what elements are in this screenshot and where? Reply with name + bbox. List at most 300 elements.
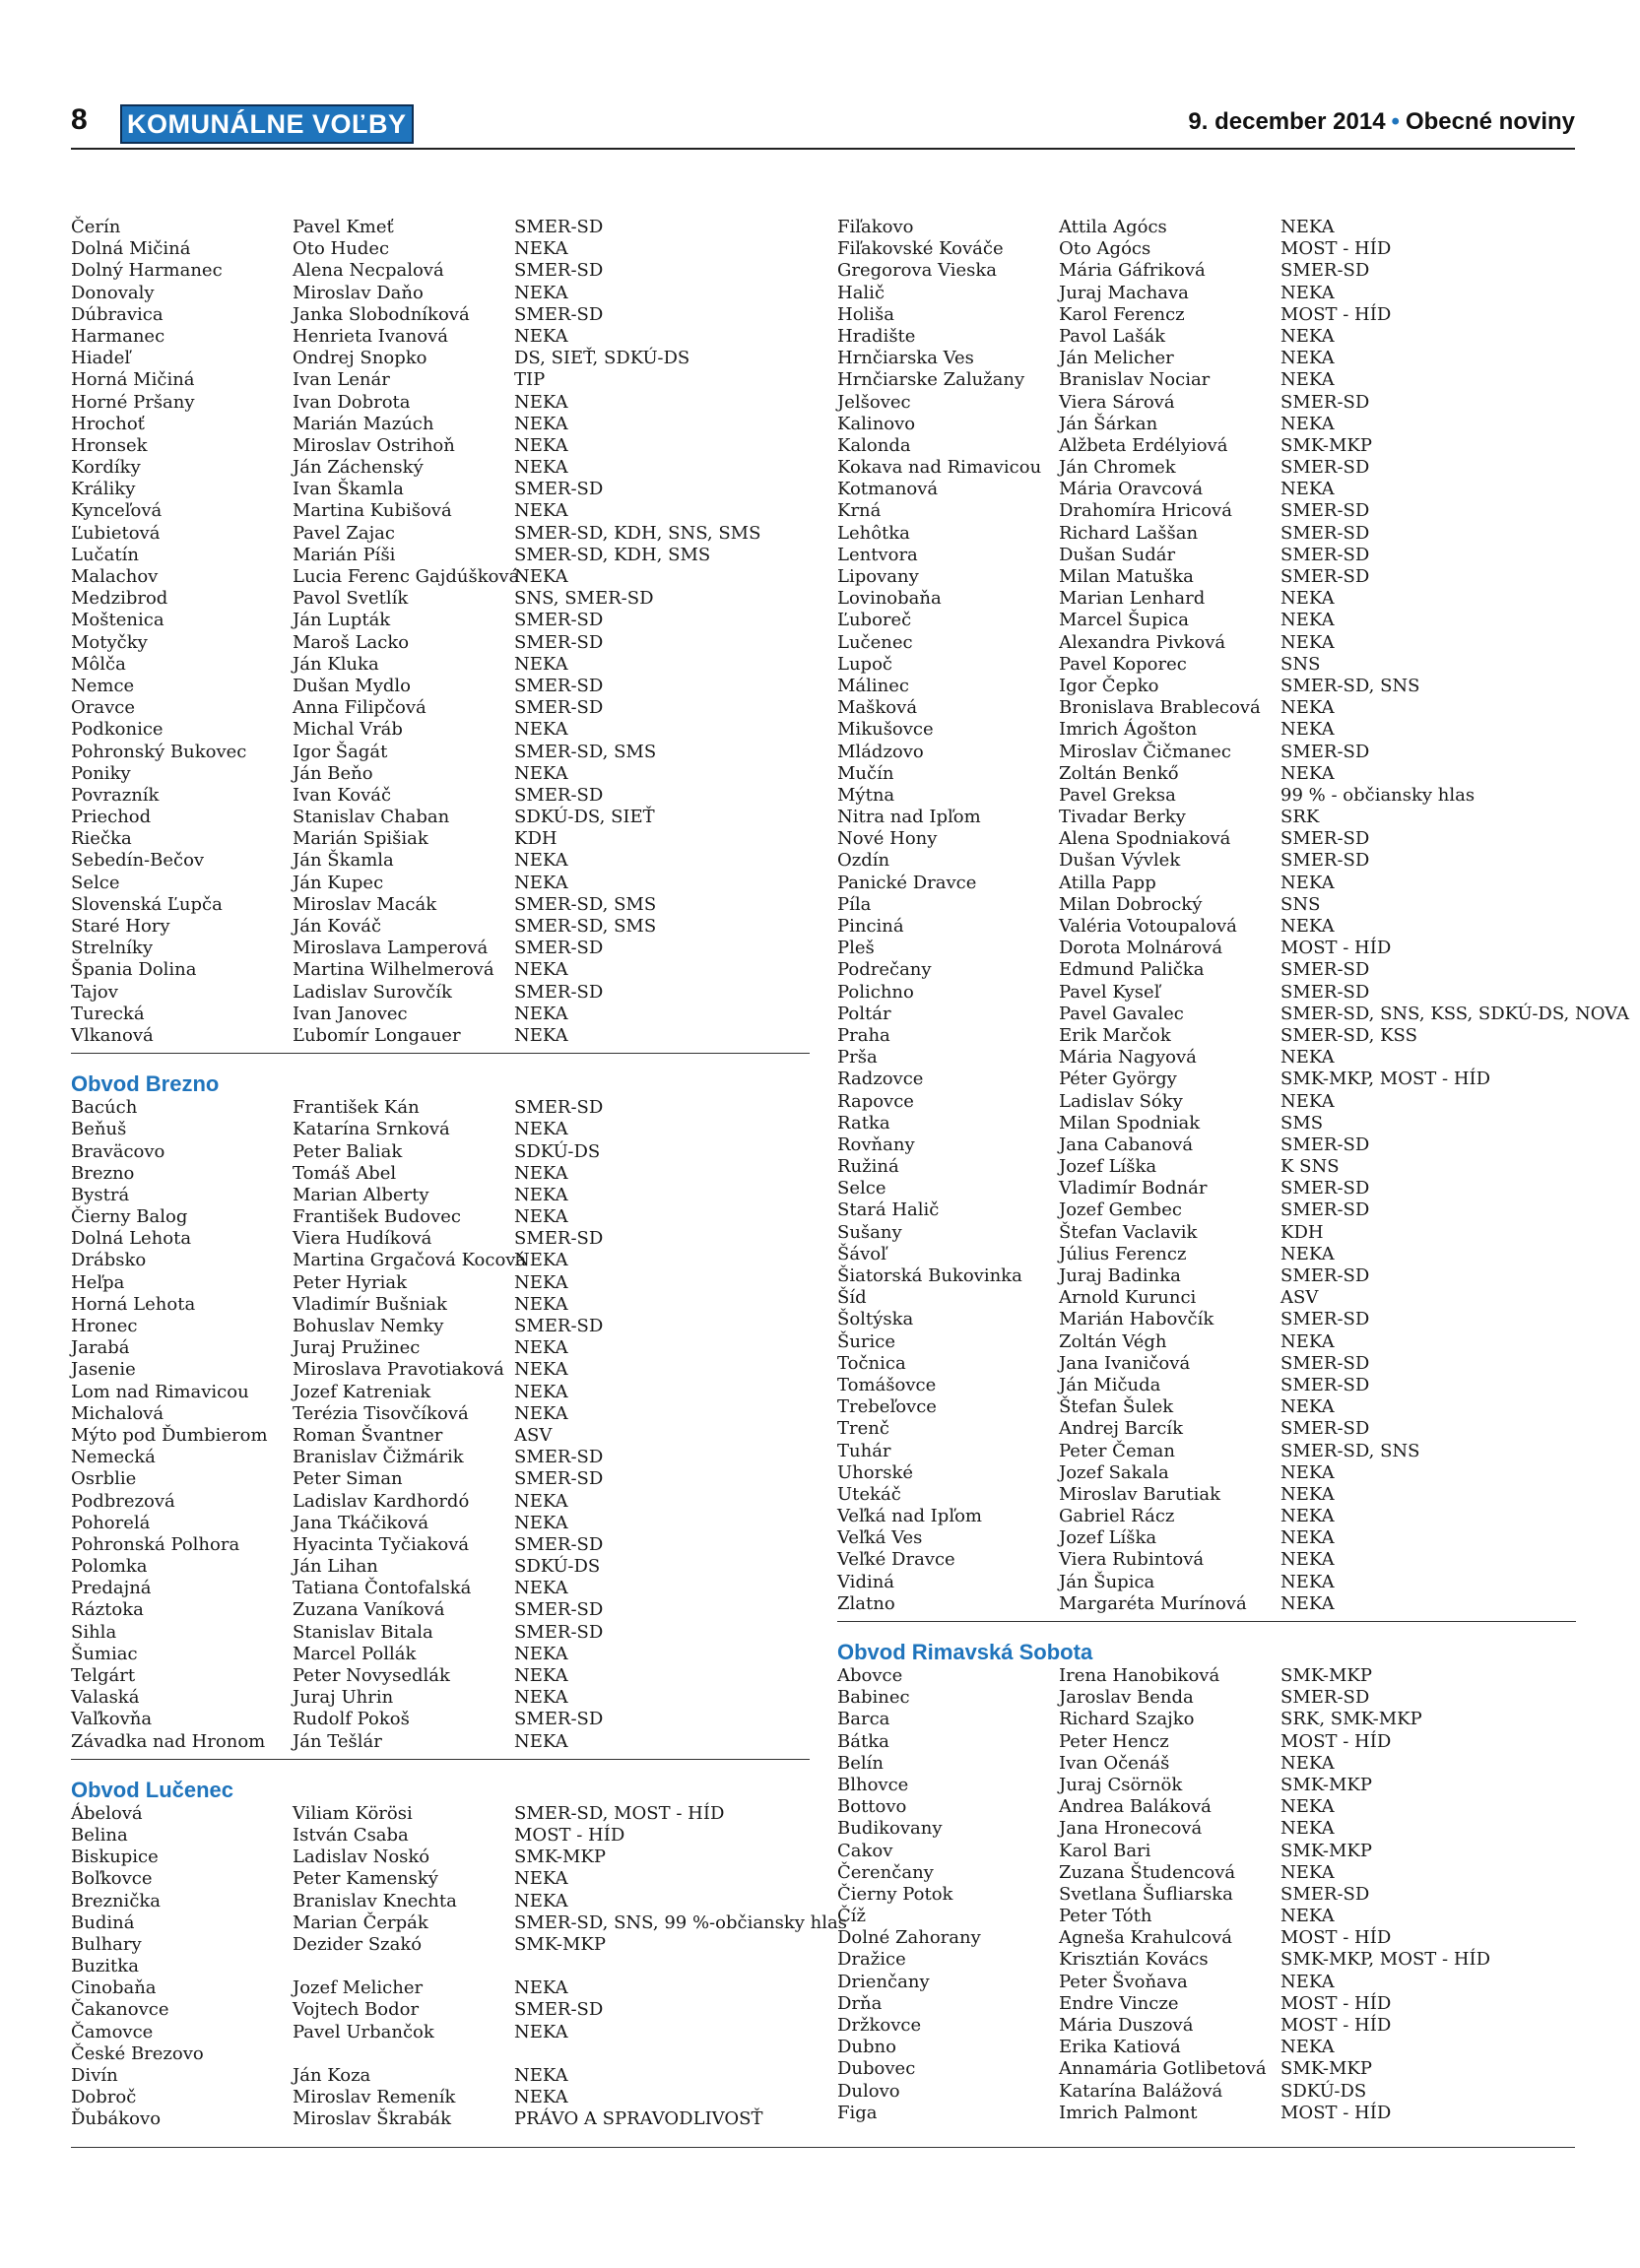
mayor-name: Tatiana Čontofalská: [293, 1578, 472, 1599]
party: NEKA: [514, 1162, 568, 1184]
party: NEKA: [514, 282, 568, 303]
mayor-name: Dušan Sudár: [1059, 544, 1176, 565]
municipality: Číž: [837, 1906, 867, 1927]
party: NEKA: [514, 1868, 568, 1890]
mayor-name: František Budovec: [293, 1206, 462, 1228]
result-row: [837, 1841, 1576, 1862]
municipality: Šurice: [837, 1330, 896, 1352]
municipality: Šumiac: [71, 1643, 138, 1664]
district-heading: Obvod Brezno: [71, 1053, 810, 1097]
result-row: [71, 1382, 810, 1403]
mayor-name: Tomáš Abel: [293, 1162, 397, 1184]
mayor-name: Marián Mazúch: [293, 413, 434, 434]
party: SMK-MKP: [1280, 434, 1372, 456]
party: ASV: [1280, 1287, 1319, 1309]
mayor-name: Karol Ferencz: [1059, 303, 1185, 325]
party: NEKA: [514, 434, 568, 456]
result-row: [71, 1803, 810, 1825]
party: SMER-SD, SMS: [514, 916, 657, 937]
party: SMK-MKP, MOST - HÍD: [1280, 1949, 1491, 1971]
party: SDKÚ-DS: [514, 1556, 601, 1578]
party: SNS, SMER-SD: [514, 588, 654, 610]
mayor-name: Arnold Kurunci: [1059, 1287, 1197, 1309]
result-row: [837, 2081, 1576, 2103]
municipality: Šoltýska: [837, 1309, 914, 1330]
party: SMER-SD: [514, 1621, 604, 1643]
party: NEKA: [514, 1730, 568, 1752]
result-row: [71, 326, 810, 348]
municipality: Ráztoka: [71, 1599, 144, 1621]
party: SMER-SD: [514, 1447, 604, 1468]
municipality: Riečka: [71, 828, 132, 850]
municipality: Priechod: [71, 807, 152, 828]
party: NEKA: [514, 1977, 568, 1999]
mayor-name: Mária Nagyová: [1059, 1047, 1197, 1069]
party: NEKA: [1280, 1483, 1335, 1505]
result-row: [837, 676, 1576, 697]
mayor-name: Miroslav Ostrihoň: [293, 434, 455, 456]
mayor-name: Marcel Pollák: [293, 1643, 417, 1664]
mayor-name: Ľubomír Longauer: [293, 1024, 461, 1046]
municipality: Hronec: [71, 1316, 138, 1336]
mayor-name: Branislav Nociar: [1059, 369, 1211, 391]
municipality: Krná: [837, 500, 882, 522]
mayor-name: Bronislava Brablecová: [1059, 697, 1261, 719]
mayor-name: Marián Spišiak: [293, 828, 428, 850]
mayor-name: Erika Katiová: [1059, 2037, 1181, 2058]
result-row: [71, 348, 810, 369]
municipality: Beňuš: [71, 1119, 127, 1140]
mayor-name: Andrej Barcík: [1059, 1418, 1183, 1440]
mayor-name: Erik Marčok: [1059, 1024, 1171, 1046]
party: SMER-SD: [1280, 1418, 1370, 1440]
party: NEKA: [1280, 1549, 1335, 1571]
municipality: Závadka nad Hronom: [71, 1730, 266, 1752]
party: NEKA: [514, 238, 568, 260]
party: NEKA: [514, 1643, 568, 1664]
result-row: [71, 1956, 810, 1977]
result-row: [837, 217, 1576, 238]
result-row: [71, 1447, 810, 1468]
result-row: [837, 1709, 1576, 1730]
result-row: [837, 959, 1576, 981]
mayor-name: Drahomíra Hricová: [1059, 500, 1232, 522]
municipality: Vaľkovňa: [71, 1709, 153, 1730]
result-row: [837, 742, 1576, 763]
municipality: Predajná: [71, 1578, 152, 1599]
result-row: [71, 1534, 810, 1556]
municipality: Mýto pod Ďumbierom: [71, 1424, 268, 1446]
municipality: Cinobaňa: [71, 1977, 157, 1999]
municipality: Budiná: [71, 1912, 135, 1933]
party: SMER-SD: [514, 981, 604, 1003]
municipality: Pohronská Polhora: [71, 1533, 240, 1555]
result-row: [837, 610, 1576, 631]
result-row: [837, 828, 1576, 850]
result-row: [837, 392, 1576, 414]
result-row: [71, 1004, 810, 1025]
mayor-name: Ján Chromek: [1059, 457, 1176, 479]
mayor-name: Alena Spodniaková: [1059, 828, 1231, 850]
mayor-name: Roman Švantner: [293, 1424, 443, 1446]
party: NEKA: [1280, 916, 1335, 937]
result-row: [71, 1847, 810, 1868]
municipality: Šíd: [837, 1287, 867, 1309]
mayor-name: Vladimír Bušniak: [293, 1293, 447, 1315]
mayor-name: Ján Mičuda: [1059, 1374, 1161, 1395]
mayor-name: Edmund Palička: [1059, 959, 1205, 981]
result-row: [837, 2037, 1576, 2058]
result-row: [837, 1462, 1576, 1484]
party: SMER-SD: [1280, 828, 1370, 850]
result-row: [71, 523, 810, 545]
party: NEKA: [1280, 1527, 1335, 1549]
result-row: [837, 1731, 1576, 1753]
result-row: [71, 1891, 810, 1912]
result-row: [71, 719, 810, 741]
municipality: Veľká Ves: [837, 1527, 923, 1549]
mayor-name: Peter Čeman: [1059, 1440, 1175, 1461]
municipality: Lehôtka: [837, 522, 910, 544]
result-row: [71, 1825, 810, 1847]
party: SMER-SD: [514, 479, 604, 500]
party: NEKA: [514, 653, 568, 675]
result-row: [71, 1206, 810, 1228]
mayor-name: Ondrej Snopko: [293, 348, 427, 369]
mayor-name: Endre Vincze: [1059, 1992, 1179, 2014]
party: SMER-SD: [1280, 1352, 1370, 1374]
mayor-name: Marian Alberty: [293, 1184, 429, 1205]
municipality: Kokava nad Rimavicou: [837, 457, 1042, 479]
municipality: Stará Halič: [837, 1199, 940, 1221]
mayor-name: Ladislav Sóky: [1059, 1090, 1183, 1112]
publication-name: Obecné noviny: [1405, 108, 1575, 135]
result-row: [71, 304, 810, 326]
mayor-name: Oto Agócs: [1059, 238, 1151, 260]
result-row: [71, 1403, 810, 1425]
result-row: [837, 916, 1576, 938]
mayor-name: Branislav Čižmárik: [293, 1447, 464, 1468]
mayor-name: Gabriel Rácz: [1059, 1506, 1175, 1527]
party: SMER-SD: [514, 1999, 604, 2021]
result-row: [837, 894, 1576, 916]
party: NEKA: [1280, 1971, 1335, 1992]
mayor-name: Ladislav Noskó: [293, 1847, 430, 1868]
result-row: [837, 1134, 1576, 1156]
party: NEKA: [1280, 1818, 1335, 1840]
municipality: Abovce: [837, 1665, 903, 1686]
party: SMER-SD: [514, 1097, 604, 1119]
mayor-name: Július Ferencz: [1059, 1243, 1187, 1264]
mayor-name: Mária Duszová: [1059, 2015, 1194, 2036]
party: NEKA: [514, 1293, 568, 1315]
party: SNS: [1280, 893, 1321, 915]
result-row: [71, 1599, 810, 1621]
mayor-name: Alena Necpalová: [293, 260, 444, 282]
municipality: Jasenie: [71, 1359, 136, 1381]
result-row: [837, 1025, 1576, 1047]
page-header: [71, 102, 1575, 150]
party: NEKA: [514, 1250, 568, 1271]
mayor-name: Ján Šupica: [1059, 1571, 1155, 1592]
municipality: Rapovce: [837, 1090, 914, 1112]
result-row: [837, 1818, 1576, 1840]
party: SMER-SD: [514, 1228, 604, 1250]
party: NEKA: [1280, 610, 1335, 631]
party: NEKA: [514, 872, 568, 893]
municipality: Staré Hory: [71, 916, 170, 937]
municipality: Tomášovce: [837, 1374, 937, 1395]
municipality: Lučenec: [837, 631, 913, 653]
result-row: [837, 1091, 1576, 1113]
result-row: [837, 238, 1576, 260]
party: 99 % - občiansky hlas: [1280, 784, 1476, 806]
municipality: Nitra nad Ipľom: [837, 807, 981, 828]
result-row: [71, 1513, 810, 1534]
mayor-name: Ján Beňo: [293, 762, 373, 784]
mayor-name: Annamária Gotlibetová: [1059, 2058, 1267, 2080]
municipality: Kotmanová: [837, 479, 939, 500]
result-row: [71, 1999, 810, 2021]
party: NEKA: [514, 1687, 568, 1709]
municipality: Slovenská Ľupča: [71, 893, 223, 915]
mayor-name: Ivan Očenáš: [1059, 1752, 1170, 1774]
result-row: [71, 500, 810, 522]
mayor-name: Ján Škamla: [293, 850, 394, 872]
result-row: [71, 457, 810, 479]
party: NEKA: [1280, 1592, 1335, 1614]
result-row: [71, 828, 810, 850]
municipality: Dúbravica: [71, 303, 164, 325]
municipality: Čierny Potok: [837, 1883, 953, 1905]
municipality: Lovinobaňa: [837, 588, 942, 610]
result-row: [837, 304, 1576, 326]
result-row: [837, 1527, 1576, 1549]
result-row: [71, 785, 810, 807]
result-row: [837, 807, 1576, 828]
municipality: Hrnčiarska Ves: [837, 348, 974, 369]
municipality: Braväcovo: [71, 1140, 165, 1162]
party: NEKA: [514, 1490, 568, 1512]
municipality: Hrnčiarske Zalužany: [837, 369, 1025, 391]
mayor-name: Margaréta Murínová: [1059, 1592, 1247, 1614]
result-row: [837, 566, 1576, 588]
municipality: Boľkovce: [71, 1868, 153, 1890]
result-row: [837, 938, 1576, 959]
result-row: [71, 697, 810, 719]
mayor-name: Jana Tkáčiková: [293, 1512, 429, 1533]
result-row: [837, 457, 1576, 479]
party: NEKA: [514, 762, 568, 784]
party: NEKA: [1280, 1796, 1335, 1818]
mayor-name: Miroslav Macák: [293, 893, 437, 915]
result-row: [71, 982, 810, 1004]
municipality: Mučín: [837, 762, 894, 784]
municipality: Sihla: [71, 1621, 117, 1643]
municipality: Holiša: [837, 303, 895, 325]
municipality: Čamovce: [71, 2021, 154, 2042]
result-row: [71, 369, 810, 391]
mayor-name: Marcel Šupica: [1059, 610, 1189, 631]
party: NEKA: [1280, 631, 1335, 653]
municipality: Dražice: [837, 1949, 906, 1971]
result-row: [837, 260, 1576, 282]
mayor-name: Karol Bari: [1059, 1840, 1151, 1861]
party: NEKA: [514, 1359, 568, 1381]
result-row: [837, 1353, 1576, 1375]
party: SMER-SD: [1280, 959, 1370, 981]
result-row: [837, 1927, 1576, 1949]
mayor-name: Ján Záchenský: [293, 457, 424, 479]
municipality: Drábsko: [71, 1250, 147, 1271]
party: NEKA: [1280, 1047, 1335, 1069]
party: SMER-SD, MOST - HÍD: [514, 1802, 725, 1824]
municipality: Lipovany: [837, 566, 919, 587]
mayor-name: Terézia Tisovčíková: [293, 1402, 469, 1424]
municipality: Horná Mičiná: [71, 369, 195, 391]
party: SMER-SD: [514, 675, 604, 696]
mayor-name: Pavel Kyseľ: [1059, 981, 1160, 1003]
mayor-name: Ján Kluka: [293, 653, 379, 675]
district-heading: Obvod Rimavská Sobota: [837, 1621, 1576, 1665]
municipality: Mládzovo: [837, 741, 924, 762]
municipality: Mýtna: [837, 784, 895, 806]
result-row: [71, 1556, 810, 1578]
party: NEKA: [1280, 697, 1335, 719]
party: NEKA: [514, 1024, 568, 1046]
municipality: České Brezovo: [71, 2042, 204, 2064]
result-row: [71, 1250, 810, 1271]
result-row: [837, 1287, 1576, 1309]
municipality: Divín: [71, 2065, 118, 2086]
party: MOST - HÍD: [1280, 303, 1392, 325]
mayor-name: Alexandra Pivková: [1059, 631, 1226, 653]
mayor-name: Pavol Lašák: [1059, 325, 1166, 347]
municipality: Čakanovce: [71, 1999, 169, 2021]
party: NEKA: [1280, 1906, 1335, 1927]
party: MOST - HÍD: [1280, 1927, 1392, 1949]
party: SMK-MKP: [514, 1847, 606, 1868]
party: SMK-MKP: [1280, 1840, 1372, 1861]
mayor-name: Jozef Sakala: [1059, 1461, 1169, 1483]
municipality: Horné Pršany: [71, 391, 195, 413]
party: SMER-SD: [1280, 544, 1370, 565]
result-row: [71, 1687, 810, 1709]
result-row: [837, 1862, 1576, 1884]
party: SMER-SD: [514, 1709, 604, 1730]
result-row: [71, 1272, 810, 1294]
mayor-name: Agneša Krahulcová: [1059, 1927, 1233, 1949]
party: SMK-MKP: [1280, 1665, 1372, 1686]
municipality: Figa: [837, 2102, 878, 2123]
municipality: Horná Lehota: [71, 1293, 196, 1315]
party: NEKA: [514, 1337, 568, 1359]
result-row: [71, 1977, 810, 1999]
result-row: [71, 1644, 810, 1665]
party: SMER-SD: [1280, 741, 1370, 762]
district-heading: Obvod Lučenec: [71, 1759, 810, 1803]
issue-date: 9. december 2014: [1188, 108, 1386, 135]
result-row: [837, 1003, 1629, 1025]
party: MOST - HÍD: [1280, 1992, 1392, 2014]
result-row: [71, 1665, 810, 1687]
result-row: [71, 1425, 810, 1447]
municipality: Turecká: [71, 1003, 145, 1024]
mayor-name: Jozef Katreniak: [293, 1381, 431, 1402]
party: SMER-SD, KSS: [1280, 1024, 1417, 1046]
result-row: [837, 1375, 1576, 1396]
mayor-name: Oto Hudec: [293, 238, 390, 260]
result-row: [837, 1441, 1576, 1462]
municipality: Heľpa: [71, 1271, 125, 1293]
party: SMER-SD, SNS, KSS, SDKÚ-DS, NOVA: [1280, 1003, 1629, 1024]
mayor-name: Miroslav Čičmanec: [1059, 741, 1231, 762]
municipality: Strelníky: [71, 938, 154, 959]
mayor-name: Pavel Kmeť: [293, 217, 394, 237]
result-row: [71, 2065, 810, 2087]
mayor-name: Stanislav Bitala: [293, 1621, 433, 1643]
party: SMER-SD, SNS, 99 %-občiansky hlas: [514, 1912, 848, 1933]
municipality: Barca: [837, 1709, 890, 1730]
municipality: Harmanec: [71, 325, 165, 347]
party: NEKA: [1280, 1506, 1335, 1527]
mayor-name: Dušan Vývlek: [1059, 850, 1181, 872]
party: MOST - HÍD: [1280, 238, 1392, 260]
result-row: [837, 1884, 1576, 1906]
result-row: [71, 1868, 810, 1890]
mayor-name: Juraj Pružinec: [293, 1337, 421, 1359]
result-row: [71, 2087, 810, 2108]
municipality: Kalonda: [837, 434, 911, 456]
party: NEKA: [1280, 479, 1335, 500]
result-row: [837, 1309, 1576, 1330]
municipality: Dubno: [837, 2037, 896, 2058]
mayor-name: Peter Siman: [293, 1468, 403, 1490]
party: NEKA: [1280, 719, 1335, 741]
municipality: Málinec: [837, 675, 910, 696]
mayor-name: Milan Dobrocký: [1059, 893, 1203, 915]
mayor-name: Pavol Svetlík: [293, 588, 409, 610]
right-column: [837, 217, 1629, 2124]
party: PRÁVO A SPRAVODLIVOSŤ: [514, 2108, 763, 2130]
mayor-name: Marián Píši: [293, 544, 396, 565]
result-row: [71, 1185, 810, 1206]
municipality: Polomka: [71, 1556, 148, 1578]
mayor-name: Jana Ivaničová: [1059, 1352, 1191, 1374]
result-row: [837, 1484, 1576, 1506]
party: SMER-SD: [1280, 457, 1370, 479]
party: NEKA: [514, 1003, 568, 1024]
municipality: Belina: [71, 1824, 128, 1846]
municipality: Trebeľovce: [837, 1396, 937, 1418]
result-row: [837, 2058, 1576, 2080]
result-row: [837, 1069, 1576, 1090]
result-row: [837, 435, 1576, 457]
party: SMER-SD: [514, 217, 604, 237]
mayor-name: Katarína Balážová: [1059, 2080, 1223, 2102]
result-row: [837, 1244, 1576, 1265]
mayor-name: Andrea Baláková: [1059, 1796, 1212, 1818]
municipality: Ružiná: [837, 1156, 899, 1178]
mayor-name: Janka Slobodníková: [293, 303, 470, 325]
municipality: Šávoľ: [837, 1243, 886, 1264]
mayor-name: Miroslav Daňo: [293, 282, 424, 303]
mayor-name: Jozef Líška: [1059, 1156, 1157, 1178]
mayor-name: Richard Szajko: [1059, 1709, 1195, 1730]
party: SMER-SD, SMS: [514, 893, 657, 915]
party: NEKA: [514, 1271, 568, 1293]
result-row: [837, 1949, 1576, 1971]
